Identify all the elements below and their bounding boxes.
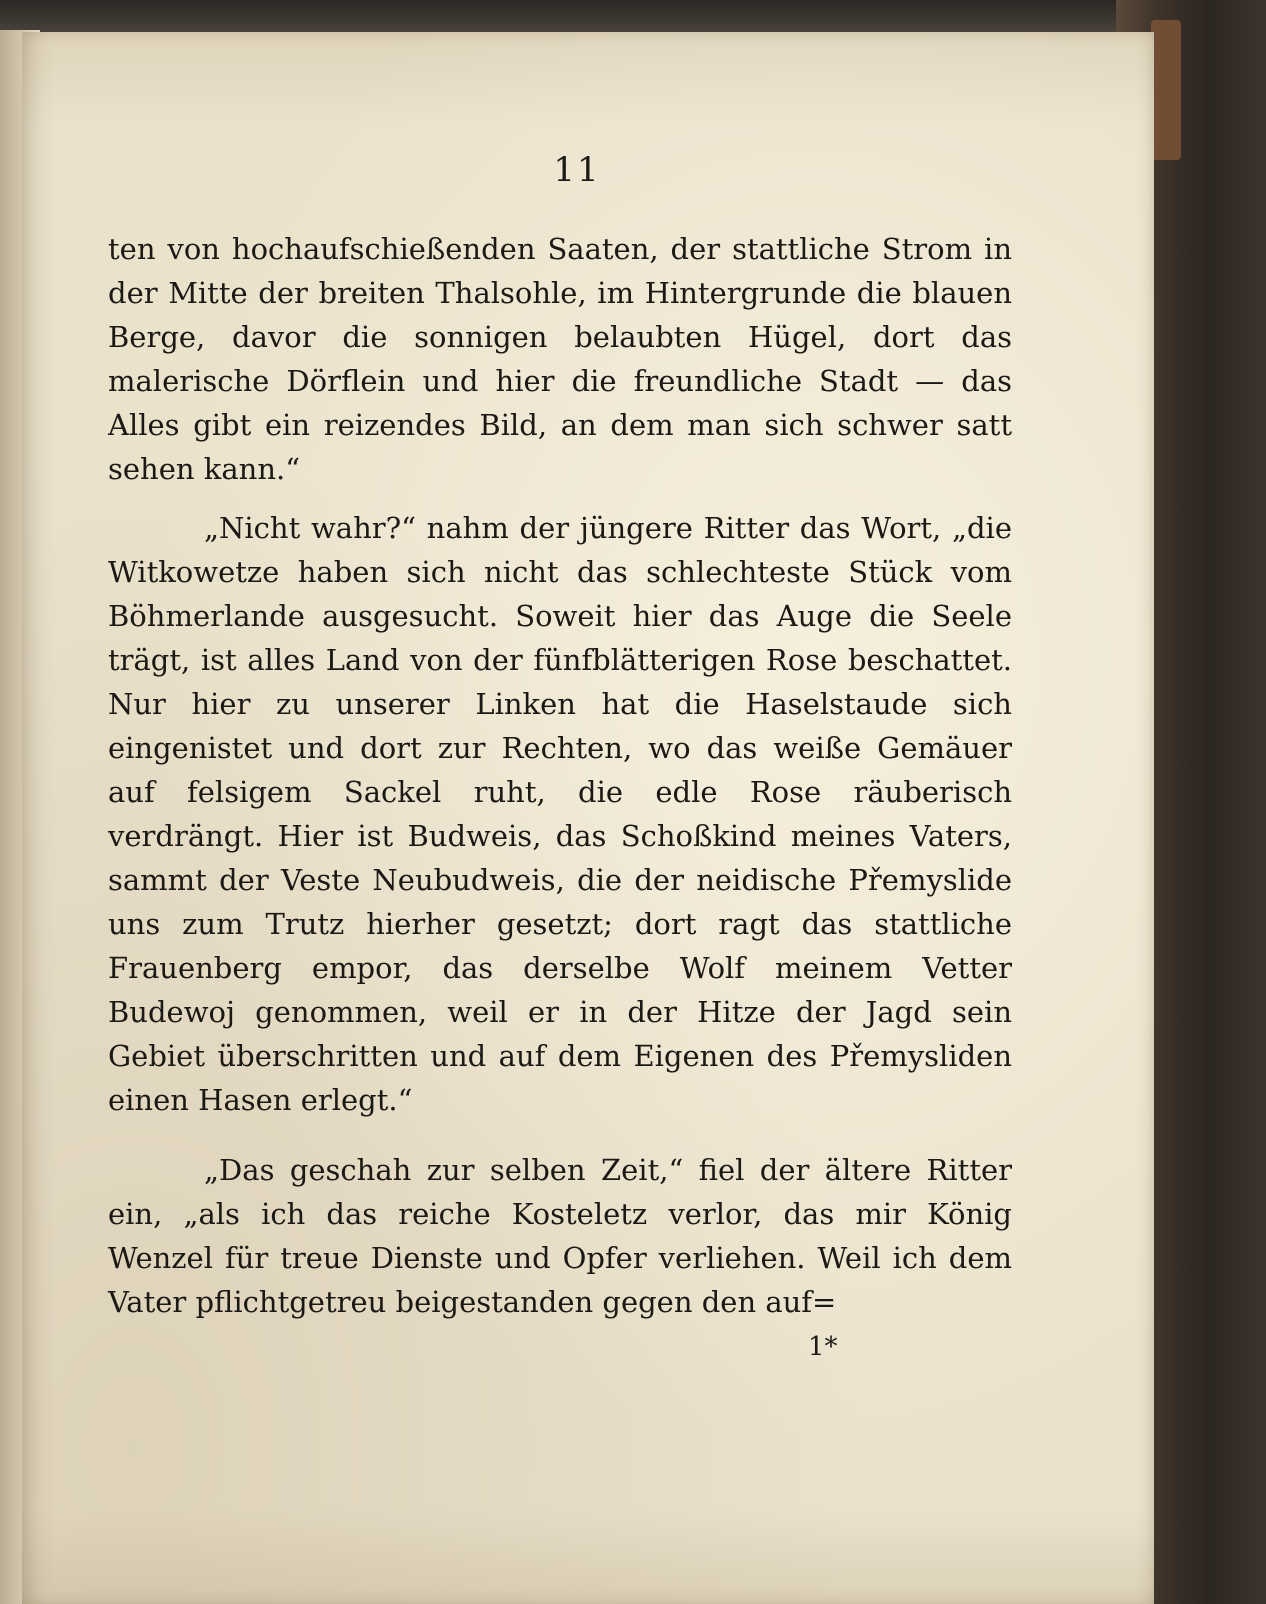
paragraph-1: ten von hochaufschießenden Saaten, der stattliche Strom in der Mitte der breiten Thalsohle, im Hintergrunde die blauen Berge, davor die sonnigen belaubten Hügel, dort das malerische Dörflein und hier die freundliche Stadt — das Alles gibt ein reizendes Bild, an dem man sich schwer satt sehen kann.“ [108,232,1012,486]
body-text [108,227,1012,1324]
book-page [22,32,1154,1604]
leather-corner [1151,20,1181,160]
page-number: 11 [553,150,601,190]
paragraph-2: „Nicht wahr?“ nahm der jüngere Ritter das Wort, „die Witkowetze haben sich nicht das schlechteste Stück vom Böhmerlande ausgesucht. Soweit hier das Auge die Seele trägt, ist alles Land von der fünfblätterigen Rose beschattet. Nur hier zu unserer Linken hat die Haselstaude sich eingenistet und dort zur Rechten, wo das weiße Gemäuer auf felsigem Sackel ruht, die edle Rose räuberisch verdrängt. Hier ist Budweis, das Schoßkind meines Vaters, sammt der Veste Neubudweis, die der neidische Přemyslide uns zum Trutz hierher gesetzt; dort ragt das stattliche Frauenberg empor, das derselbe Wolf meinem Vetter Budewoj genommen, weil er in der Hitze der Jagd sein Gebiet überschritten und auf dem Eigenen des Přemysliden einen Hasen erlegt.“ [108,511,1012,1117]
paragraph-3: „Das geschah zur selben Zeit,“ fiel der ältere Ritter ein, „als ich das reiche Kosteletz verlor, das mir König Wenzel für treue Dienste und Opfer verliehen. Weil ich dem Vater pflichtgetreu beigestanden gegen den auf= [108,1153,1012,1319]
signature-mark: 1* [808,1332,838,1362]
